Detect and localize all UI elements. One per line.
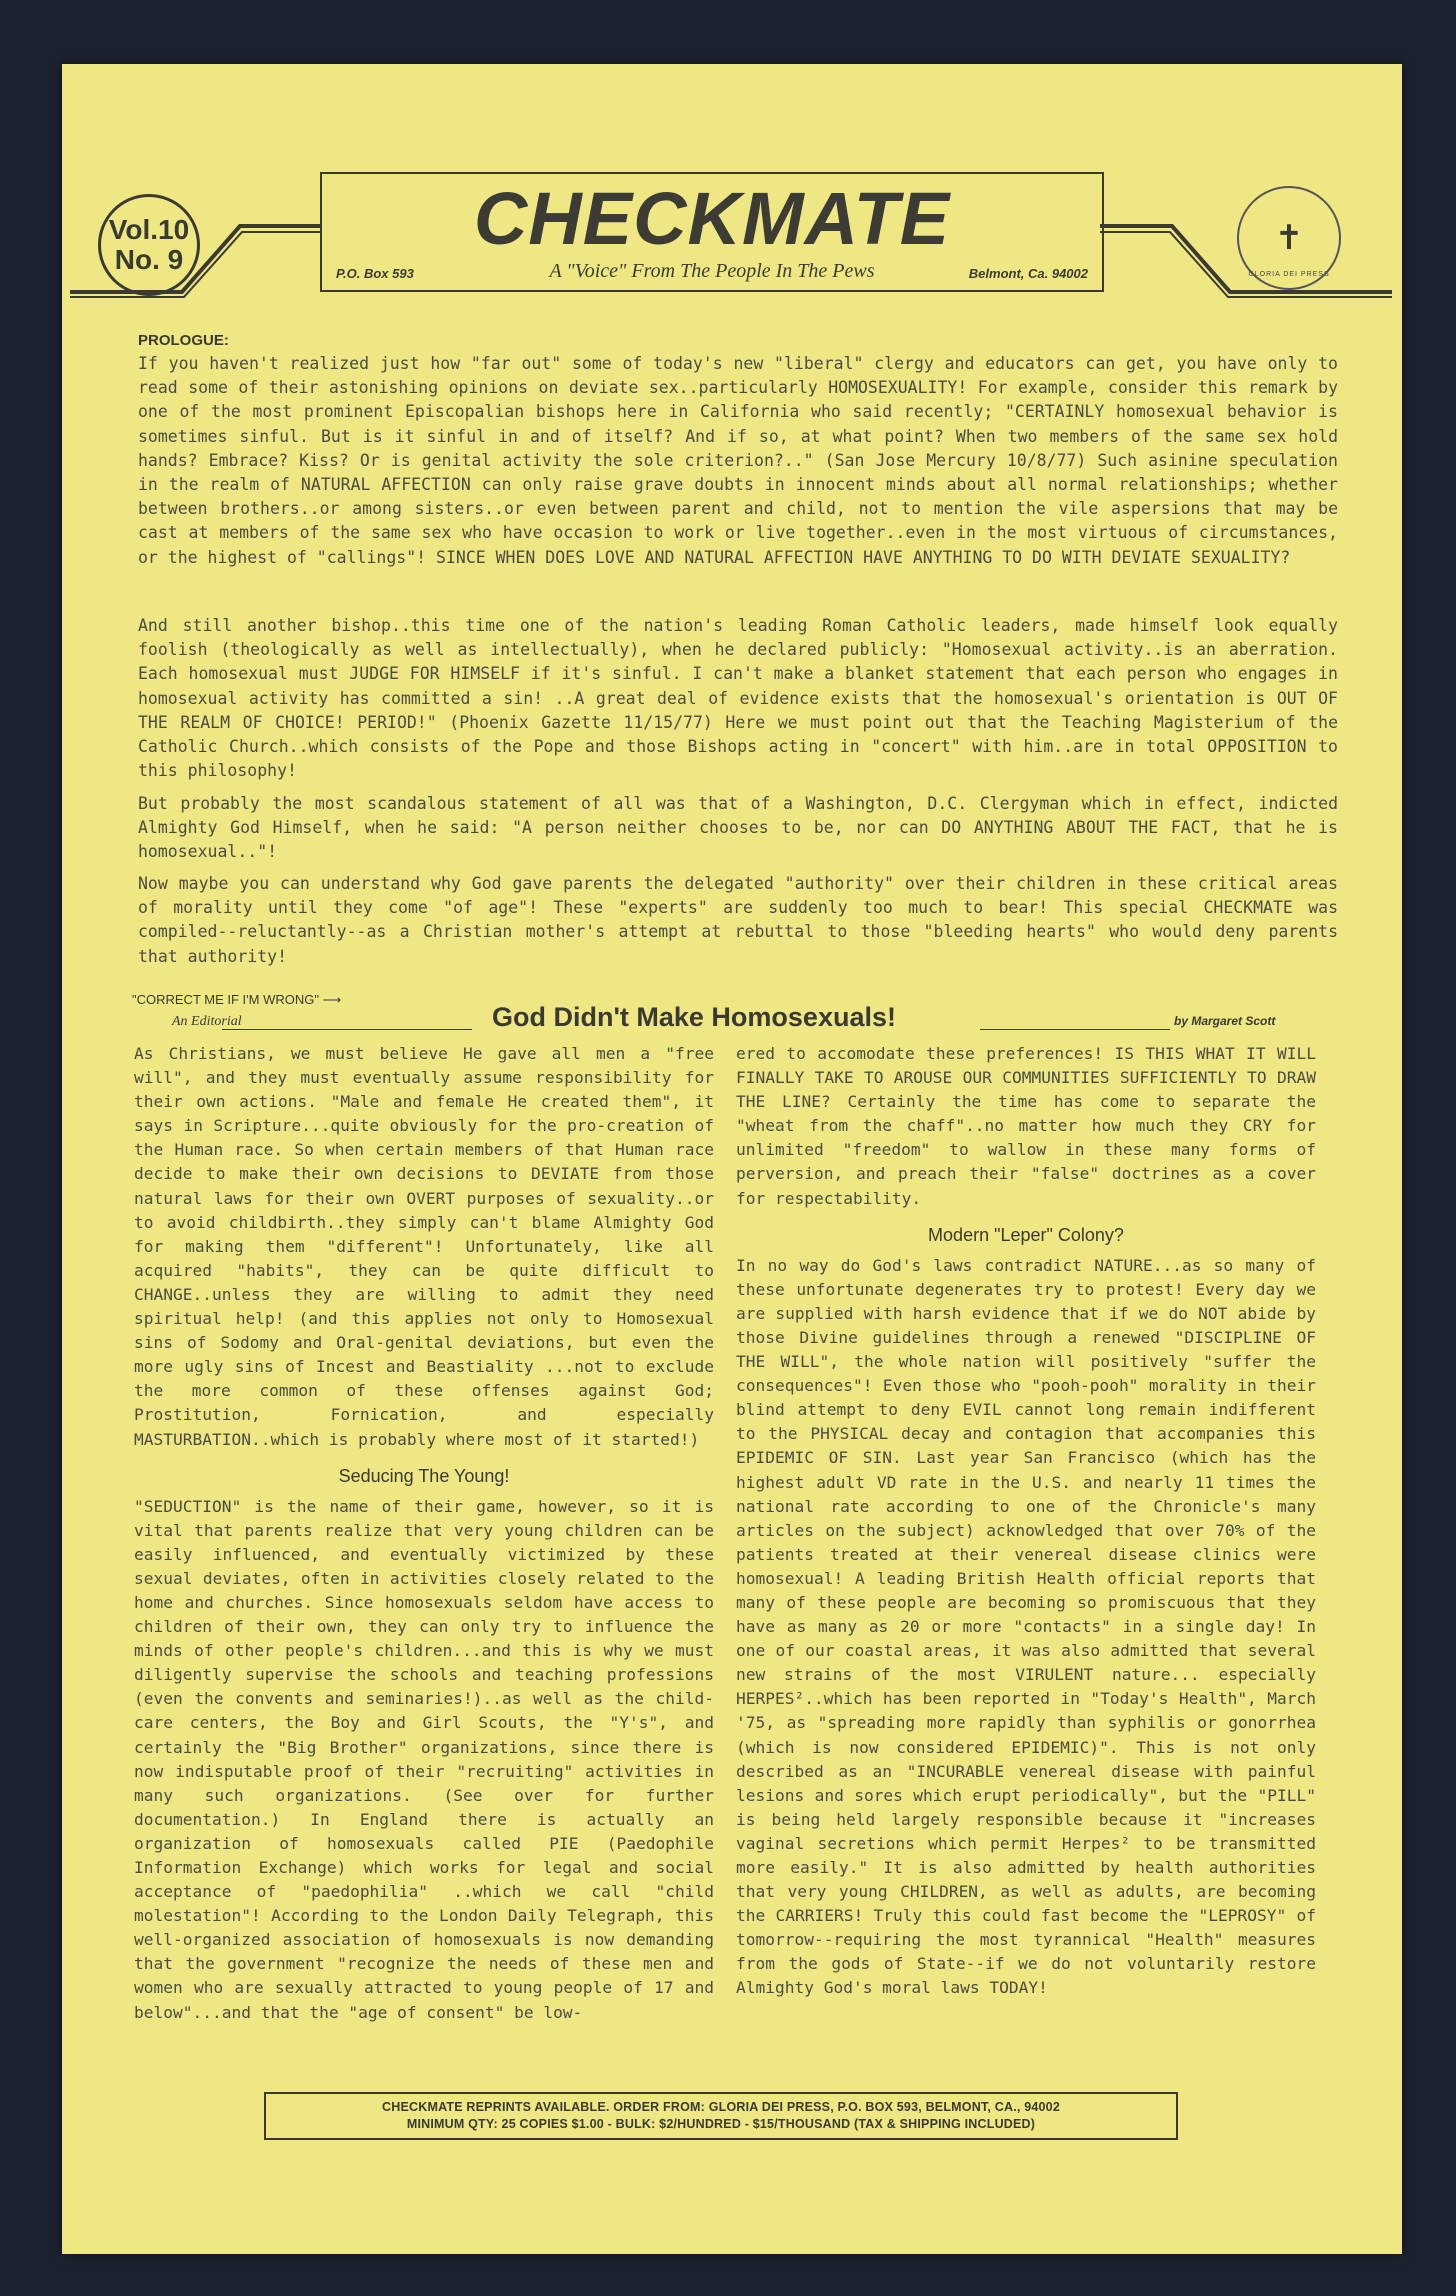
editorial-kicker: "CORRECT ME IF I'M WRONG" ⟶ — [132, 992, 342, 1007]
column-paragraph: "SEDUCTION" is the name of their game, however, so it is vital that parents realize that very young children can be easily influenced, and eventually victimized by these sexual deviates, often in activities closely related to the home and churches. Since homosexuals seldom have access to children of their own, they can only try to influence the minds of other people's children...and this is why we must diligently supervise the schools and teaching professions (even the convents and seminaries!)..as well as the child-care centers, the Boy and Girl Scouts, the "Y's", and certainly the "Big Brother" organizations, since there is now indisputable proof of their "recruiting" activities in many such organizations. (See over for further documentation.) In England there is actually an organization of homosexuals called PIE (Paedophile Information Exchange) which works for legal and social acceptance of "paedophilia" ..which we call "child molestation"! According to the London Daily Telegraph, this well-organized association of homosexuals is now demanding that the government "recognize the needs of these men and women who are sexually attracted to young people of 17 and below"...and that the "age of consent" be low- — [134, 1496, 714, 2022]
volume-badge — [98, 194, 200, 296]
newsletter-title: CHECKMATE — [473, 177, 951, 260]
editorial-label: An Editorial — [172, 1014, 242, 1029]
left-column — [134, 1042, 714, 2025]
city-address: Belmont, Ca. 94002 — [968, 266, 1088, 281]
title-box — [320, 172, 1104, 292]
newsletter-page — [62, 64, 1402, 2254]
editorial-byline: by Margaret Scott — [1174, 1014, 1276, 1028]
right-column — [736, 1042, 1316, 2001]
po-box: P.O. Box 593 — [336, 266, 414, 281]
tagline: A "Voice" From The People In The Pews — [549, 260, 875, 282]
prologue-heading: PROLOGUE: — [138, 332, 229, 349]
prologue-paragraph: And still another bishop..this time one of the nation's leading Roman Catholic leaders, made himself look equally foolish (theologically as well as intellectually), when he declared publicly: "Homosexual activity..is an aberration. Each homosexual must JUDGE FOR HIMSELF if it's sinful. I can't make a blanket statement that each person who engages in homosexual activity has committed a sin! ..A great deal of evidence exists that the homosexual's orientation is OUT OF THE REALM OF CHOICE! PERIOD!" (Phoenix Gazette 11/15/77) Here we must point out that the Teaching Magisterium of the Catholic Church..which consists of the Pope and those Bishops acting in "concert" with him..are in total OPPOSITION to this philosophy! — [138, 616, 1338, 781]
prologue-paragraph: If you haven't realized just how "far out" some of today's new "liberal" clergy and educators can get, you have only to read some of their astonishing opinions on deviate sex..particularly HOMOSEXUALITY! For example, consider this remark by one of the most prominent Episcopalian bishops here in California who said recently; "CERTAINLY homosexual behavior is sometimes sinful. But is it sinful in and of itself? And if so, at what point? When two members of the same sex hold hands? Embrace? Kiss? Or is genital activity the sole criterion?.." (San Jose Mercury 10/8/77) Such asinine speculation in the realm of NATURAL AFFECTION can only raise grave doubts in innocent minds about all normal relationships; whether between brothers..or among sisters..or even between parent and child, not to mention the vile aspersions that may be cast at members of the same sex who have occasion to work or live together..even in the most virtuous of circumstances, or the highest of "callings"! SINCE WHEN DOES LOVE AND NATURAL AFFECTION HAVE ANYTHING TO DO WITH DEVIATE SEXUALITY? — [138, 354, 1338, 567]
issue-number: No. 9 — [114, 244, 184, 275]
seal-text: GLORIA DEI PRESS — [1248, 271, 1330, 278]
editorial-headline: God Didn't Make Homosexuals! — [492, 1002, 896, 1032]
column-paragraph: ered to accomodate these preferences! IS THIS WHAT IT WILL FINALLY TAKE TO AROUSE OUR COMMUNITIES SUFFICIENTLY TO DRAW THE LINE? Certainly the time has come to separate the "wheat from the chaff"..no matter how much they CRY for unlimited "freedom" to wallow in these many forms of perversion, and preach their "false" doctrines as a cover for respectability. — [736, 1044, 1316, 1208]
prologue-paragraph: Now maybe you can understand why God gave parents the delegated "authority" over their children in these critical areas of morality until they come "of age"! These "experts" are suddenly too much to bear! This special CHECKMATE was compiled--reluctantly--as a Christian mother's attempt at rebuttal to those "bleeding hearts" who would deny parents that authority! — [138, 874, 1338, 966]
column-paragraph: As Christians, we must believe He gave all men a "free will", and they must eventually assume responsibility for their own actions. "Male and female He created them", it says in Scripture...quite obviously for the pro-creation of the Human race. So when certain members of that Human race decide to make their own decisions to DEVIATE from those natural laws for their own OVERT purposes of sexuality..or to avoid childbirth..they simply can't blame Almighty God for making them "different"! Unfortunately, like all acquired "habits", they can be quite difficult to CHANGE..unless they are willing to admit they need spiritual help! (and this applies not only to Homosexual sins of Sodomy and Oral-genital deviations, but even the more ugly sins of Incest and Beastiality ...not to exclude the more common of these offenses against God; Prostitution, Fornication, and especially MASTURBATION..which is probably where most of it started!) — [134, 1044, 714, 1449]
divider — [222, 1029, 472, 1030]
reprint-line: CHECKMATE REPRINTS AVAILABLE. ORDER FROM: GLORIA DEI PRESS, P.O. BOX 593, BELMONT, CA., 94002 — [382, 2100, 1060, 2114]
cross-icon: ✝ — [1274, 219, 1304, 257]
column-paragraph: In no way do God's laws contradict NATURE...as so many of these unfortunate degenerates try to protest! Every day we are supplied with harsh evidence that if we do NOT abide by those Divine guidelines through a renewed "DISCIPLINE OF THE WILL", the whole nation will positively "suffer the consequences"! Even those who "pooh-pooh" morality in their blind attempt to deny EVIL cannot long remain indifferent to the PHYSICAL decay and contagion that accompanies this EPIDEMIC OF SIN. Last year San Francisco (which has the highest adult VD rate in the U.S. and nearly 11 times the national rate according to one of the Chronicle's many articles on the subject) acknowledged that over 70% of the patients treated at their venereal disease clinics were homosexual! A leading British Health official reports that many of these people are becoming so promiscuous that they have as many as 20 or more "contacts" in a single day! In one of our coastal areas, it was also admitted that several new strains of the most VIRULENT nature... especially HERPES²..which has been reported in "Today's Health", March '75, as "spreading more rapidly than syphilis or gonorrhea (which is now considered EPIDEMIC)". This is not only described as an "INCURABLE venereal disease with painful lesions and sores which erupt periodically", but the "PILL" is being held largely responsible because it "increases vaginal secretions which permit Herpes² to be transmitted more easily." It is also admitted by health authorities that very young CHILDREN, as well as adults, are becoming the CARRIERS! Truly this could fast become the "LEPROSY" of tomorrow--requiring the most tyrannical "Health" measures from the gods of State--if we do not voluntarily restore Almighty God's moral laws TODAY! — [736, 1255, 1316, 1998]
volume-number: Vol.10 — [108, 214, 190, 245]
prologue-paragraph: But probably the most scandalous statement of all was that of a Washington, D.C. Clergyman which in effect, indicted Almighty God Himself, when he said: "A person neither chooses to be, nor can DO ANYTHING ABOUT THE FACT, that he is homosexual.."! — [138, 794, 1338, 862]
section-subheading: Seducing The Young! — [338, 1465, 510, 1486]
section-subheading: Modern "Leper" Colony? — [928, 1224, 1124, 1245]
pricing-line: MINIMUM QTY: 25 COPIES $1.00 - BULK: $2/HUNDRED - $15/THOUSAND (TAX & SHIPPING INCLUDED) — [406, 2117, 1036, 2131]
arrow-icon: ⟶ — [322, 992, 342, 1007]
masthead — [62, 114, 1402, 314]
reprint-notice — [264, 2092, 1178, 2140]
divider — [980, 1029, 1170, 1030]
press-seal — [1237, 186, 1341, 290]
